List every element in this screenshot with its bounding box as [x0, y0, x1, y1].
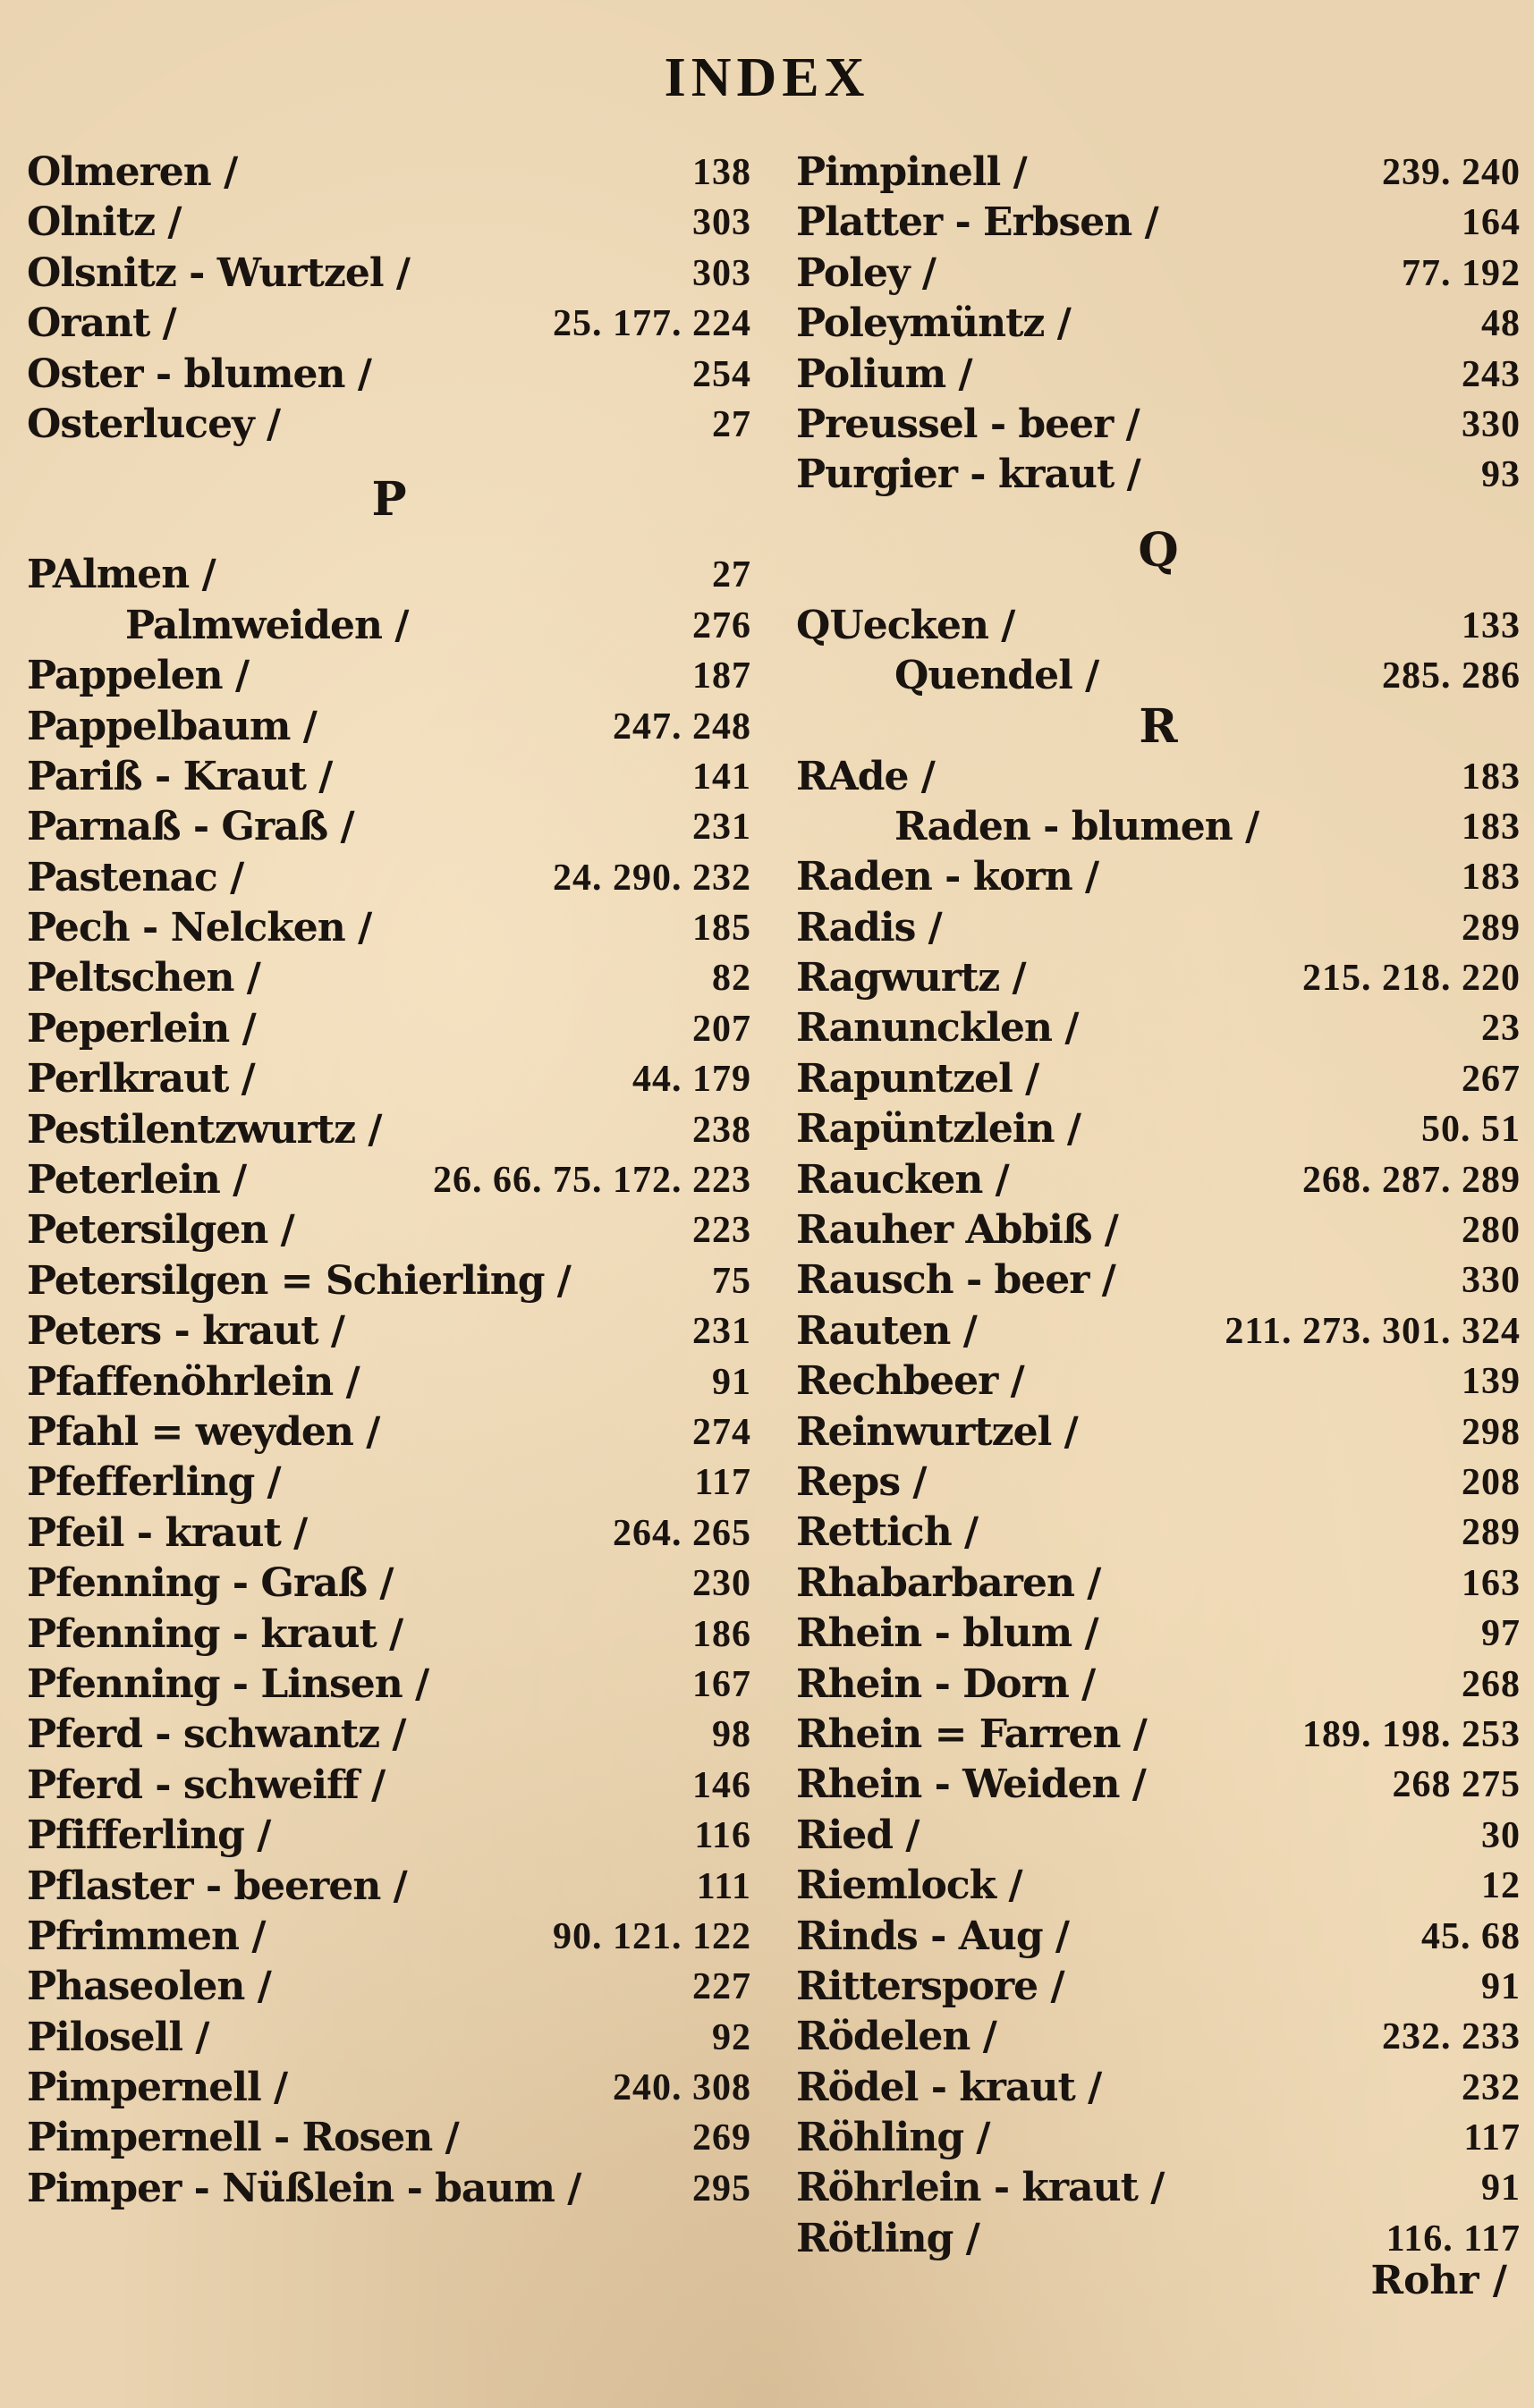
entry-pages: 208 [1462, 1461, 1521, 1503]
index-entry [796, 2163, 1521, 2213]
index-entry [27, 2164, 751, 2214]
entry-pages: 247. 248 [613, 706, 751, 748]
entry-name: Peters - kraut / [27, 1308, 344, 1355]
entry-name: Parnaß - Graß / [27, 804, 354, 850]
entry-pages: 164 [1462, 202, 1521, 244]
index-entry [796, 1306, 1521, 1356]
entry-name: Peterlein / [27, 1157, 247, 1204]
index-entry [27, 651, 751, 701]
entry-pages: 185 [692, 908, 751, 950]
index-entry [796, 601, 1521, 651]
index-entry [796, 1003, 1521, 1053]
entry-pages: 93 [1481, 454, 1521, 496]
index-entry [27, 350, 751, 400]
entry-name: Radis / [796, 904, 942, 951]
entry-pages: 186 [692, 1613, 751, 1655]
entry-name: Pech - Nelcken / [27, 905, 372, 951]
entry-pages: 289 [1462, 907, 1521, 949]
index-entry [27, 198, 751, 248]
entry-pages: 303 [692, 252, 751, 294]
index-entry [27, 1306, 751, 1356]
index-entry [796, 400, 1521, 450]
index-entry [796, 953, 1521, 1003]
entry-pages: 231 [692, 807, 751, 849]
entry-name: Pfifferling / [27, 1812, 271, 1859]
entry-name: Pimpinell / [796, 149, 1027, 195]
entry-name: Peperlein / [27, 1005, 256, 1052]
entry-name: Oster - blumen / [27, 351, 371, 397]
index-entry [796, 299, 1521, 349]
index-entry [796, 2012, 1521, 2062]
entry-pages: 139 [1462, 1361, 1521, 1403]
entry-name: Rechbeer / [796, 1358, 1024, 1405]
entry-name: Rhein - blum / [796, 1610, 1098, 1657]
index-entry [796, 752, 1521, 802]
index-entry [796, 1356, 1521, 1407]
entry-pages: 23 [1481, 1008, 1521, 1050]
entry-pages: 183 [1462, 756, 1521, 798]
entry-name: Pappelen / [27, 653, 250, 699]
index-entry [27, 249, 751, 299]
entry-pages: 240. 308 [613, 2067, 751, 2109]
index-entry [27, 2113, 751, 2163]
entry-pages: 27 [712, 554, 751, 596]
index-entry [27, 953, 751, 1003]
index-entry [796, 1457, 1521, 1508]
entry-pages: 77. 192 [1402, 252, 1521, 294]
index-entry [27, 601, 751, 651]
index-entry [27, 1660, 751, 1710]
index-entry [27, 1559, 751, 1609]
entry-name: Rinds - Aug / [796, 1913, 1069, 1959]
entry-name: Pfaffenöhrlein / [27, 1358, 360, 1405]
entry-name: Pfenning - kraut / [27, 1610, 403, 1657]
entry-name: Pflaster - beeren / [27, 1863, 407, 1909]
entry-name: Pimpernell / [27, 2065, 288, 2111]
entry-name: Rettich / [796, 1509, 979, 1556]
entry-pages: 24. 290. 232 [553, 857, 751, 899]
entry-pages: 268 275 [1392, 1764, 1521, 1806]
entry-name: Rhein - Dorn / [796, 1660, 1096, 1707]
entry-pages: 30 [1481, 1814, 1521, 1856]
index-entry [27, 1457, 751, 1508]
entry-name: Rauher Abbiß / [796, 1207, 1118, 1254]
entry-pages: 232 [1462, 2066, 1521, 2108]
entry-name: Reinwurtzel / [796, 1408, 1078, 1455]
index-entry [27, 400, 751, 450]
index-entry [27, 1256, 751, 1306]
entry-name: Poleymüntz / [796, 300, 1071, 347]
entry-name: Röhrlein - kraut / [796, 2165, 1165, 2211]
index-entry [796, 1710, 1521, 1760]
section-letter: Q [1138, 522, 1179, 578]
entry-pages: 207 [692, 1008, 751, 1050]
entry-pages: 117 [1463, 2117, 1521, 2159]
index-entry [27, 1407, 751, 1457]
index-entry [27, 1962, 751, 2012]
entry-pages: 25. 177. 224 [553, 303, 751, 345]
entry-name: Raden - blumen / [894, 803, 1259, 849]
entry-name: Ragwurtz / [796, 955, 1026, 1001]
entry-pages: 12 [1481, 1865, 1521, 1907]
index-entry [796, 802, 1521, 852]
entry-name: Quendel / [894, 653, 1099, 699]
index-entry [27, 1054, 751, 1104]
entry-name: Pfeil - kraut / [27, 1509, 308, 1556]
entry-name: QUecken / [796, 602, 1015, 648]
index-entry [796, 2214, 1521, 2264]
index-entry [796, 1155, 1521, 1205]
entry-name: Rhein = Farren / [796, 1711, 1147, 1757]
index-entry [796, 651, 1521, 701]
catchword: Rohr / [1370, 2258, 1507, 2303]
entry-name: Rausch - beer / [796, 1257, 1115, 1304]
entry-name: Peltschen / [27, 955, 260, 1001]
index-entry [27, 1004, 751, 1054]
entry-pages: 91 [712, 1361, 751, 1403]
entry-pages: 298 [1462, 1411, 1521, 1453]
entry-pages: 92 [712, 2016, 751, 2058]
entry-name: Pastenac / [27, 854, 244, 900]
entry-pages: 276 [692, 604, 751, 646]
entry-pages: 117 [694, 1462, 751, 1504]
index-entry [796, 1104, 1521, 1154]
index-entry [27, 853, 751, 903]
index-entry [27, 1912, 751, 1962]
entry-pages: 223 [692, 1210, 751, 1252]
index-entry [27, 702, 751, 752]
entry-name: Osterlucey / [27, 401, 281, 447]
section-letter: R [1139, 698, 1178, 754]
index-entry [27, 1155, 751, 1205]
entry-pages: 48 [1481, 303, 1521, 345]
index-entry [27, 1105, 751, 1155]
entry-name: Pimpernell - Rosen / [27, 2115, 459, 2161]
entry-pages: 167 [692, 1663, 751, 1705]
index-entry [27, 2063, 751, 2113]
index-entry [796, 1609, 1521, 1659]
entry-name: Rötling / [796, 2215, 979, 2261]
index-entry [796, 903, 1521, 953]
index-entry [27, 1811, 751, 1861]
index-entry [796, 1962, 1521, 2012]
entry-pages: 231 [692, 1311, 751, 1353]
entry-name: Pfenning - Graß / [27, 1560, 394, 1607]
index-entry [27, 1710, 751, 1760]
entry-pages: 267 [1462, 1058, 1521, 1100]
entry-name: Riemlock / [796, 1863, 1022, 1909]
entry-pages: 111 [696, 1865, 751, 1907]
entry-name: Olmeren / [27, 149, 238, 195]
index-entry [796, 450, 1521, 500]
index-entry [796, 350, 1521, 400]
entry-pages: 238 [692, 1109, 751, 1151]
entry-name: Ritterspore / [796, 1963, 1064, 2009]
index-entry [27, 1205, 751, 1255]
index-entry [27, 752, 751, 802]
page-title: INDEX [664, 47, 870, 108]
entry-pages: 44. 179 [632, 1059, 751, 1101]
entry-pages: 243 [1462, 353, 1521, 395]
index-column-left [27, 148, 751, 2214]
entry-name: Petersilgen / [27, 1207, 294, 1254]
entry-pages: 330 [1462, 1260, 1521, 1302]
index-entry [27, 1862, 751, 1912]
entry-name: Rödel - kraut / [796, 2064, 1102, 2110]
entry-name: Pappelbaum / [27, 703, 317, 749]
entry-name: Pfrimmen / [27, 1913, 266, 1959]
entry-pages: 183 [1462, 857, 1521, 899]
entry-pages: 189. 198. 253 [1302, 1713, 1521, 1755]
entry-name: Ranuncklen / [796, 1005, 1079, 1052]
index-column-right [796, 148, 1521, 2264]
entry-pages: 75 [712, 1260, 751, 1302]
entry-pages: 230 [692, 1563, 751, 1605]
index-entry [27, 903, 751, 953]
index-entry [796, 198, 1521, 248]
index-entry [796, 1407, 1521, 1457]
entry-pages: 50. 51 [1421, 1109, 1521, 1151]
entry-name: Palmweiden / [125, 602, 409, 648]
entry-pages: 116. 117 [1386, 2218, 1521, 2260]
index-entry [796, 148, 1521, 198]
entry-pages: 183 [1462, 806, 1521, 848]
entry-pages: 26. 66. 75. 172. 223 [433, 1160, 751, 1202]
entry-pages: 187 [692, 655, 751, 697]
entry-name: Preussel - beer / [796, 401, 1140, 447]
index-entry [27, 1761, 751, 1811]
entry-pages: 116 [694, 1815, 751, 1857]
index-entry [796, 1255, 1521, 1305]
entry-pages: 27 [712, 403, 751, 445]
entry-pages: 268. 287. 289 [1302, 1159, 1521, 1201]
entry-name: Pfahl = weyden / [27, 1408, 380, 1455]
entry-name: Purgier - kraut / [796, 452, 1140, 498]
index-entry [796, 2063, 1521, 2113]
index-entry [27, 1508, 751, 1559]
entry-pages: 232. 233 [1382, 2016, 1521, 2058]
entry-name: Polium / [796, 351, 972, 397]
index-entry [796, 1205, 1521, 1255]
entry-name: Pestilentzwurtz / [27, 1106, 382, 1153]
entry-name: Olsnitz - Wurtzel / [27, 249, 410, 296]
section-letter: P [371, 472, 407, 528]
index-entry [796, 852, 1521, 902]
entry-name: Platter - Erbsen / [796, 199, 1158, 246]
entry-pages: 289 [1462, 1512, 1521, 1554]
entry-pages: 146 [692, 1764, 751, 1806]
entry-name: Rhabarbaren / [796, 1559, 1101, 1606]
entry-name: Phaseolen / [27, 1964, 271, 2010]
entry-name: Orant / [27, 300, 176, 347]
entry-name: Pilosell / [27, 2014, 209, 2060]
entry-pages: 285. 286 [1382, 655, 1521, 697]
entry-name: Reps / [796, 1458, 927, 1505]
entry-pages: 215. 218. 220 [1302, 958, 1521, 1000]
index-entry [27, 148, 751, 198]
index-entry [27, 1357, 751, 1407]
entry-pages: 303 [692, 202, 751, 244]
entry-name: Pfenning - Linsen / [27, 1660, 429, 1707]
entry-pages: 91 [1481, 2167, 1521, 2209]
index-entry [27, 1610, 751, 1660]
index-entry [796, 1760, 1521, 1810]
entry-name: Pfefferling / [27, 1459, 281, 1506]
index-entry [27, 802, 751, 852]
entry-name: Ried / [796, 1812, 920, 1858]
entry-name: RAde / [796, 753, 935, 799]
entry-name: Pferd - schwantz / [27, 1711, 406, 1758]
entry-pages: 163 [1462, 1562, 1521, 1604]
entry-name: Röhling / [796, 2115, 990, 2161]
entry-name: Pariß - Kraut / [27, 753, 333, 799]
entry-name: Pferd - schweiff / [27, 1762, 386, 1808]
entry-pages: 45. 68 [1421, 1915, 1521, 1957]
entry-pages: 239. 240 [1382, 152, 1521, 193]
index-entry [796, 1660, 1521, 1710]
entry-name: Rhein - Weiden / [796, 1762, 1146, 1808]
index-entry [796, 1912, 1521, 1962]
entry-pages: 268 [1462, 1663, 1521, 1705]
index-entry [796, 1054, 1521, 1104]
entry-pages: 82 [712, 958, 751, 1000]
entry-pages: 90. 121. 122 [553, 1915, 751, 1957]
entry-pages: 141 [692, 756, 751, 798]
entry-name: Petersilgen = Schierling / [27, 1257, 571, 1304]
index-entry [27, 2013, 751, 2063]
entry-pages: 97 [1481, 1613, 1521, 1655]
index-entry [796, 2113, 1521, 2163]
entry-pages: 227 [692, 1966, 751, 2008]
index-entry [796, 1811, 1521, 1861]
index-entry [796, 1508, 1521, 1558]
entry-name: Poley / [796, 249, 936, 296]
index-entry [796, 249, 1521, 299]
entry-pages: 254 [692, 353, 751, 395]
index-entry [27, 299, 751, 349]
entry-pages: 133 [1462, 604, 1521, 646]
entry-pages: 280 [1462, 1210, 1521, 1252]
entry-name: Olnitz / [27, 199, 182, 246]
index-entry [796, 1559, 1521, 1609]
index-entry [796, 1861, 1521, 1911]
entry-pages: 269 [692, 2117, 751, 2159]
entry-pages: 274 [692, 1411, 751, 1453]
entry-name: Rauten / [796, 1307, 977, 1354]
entry-name: Raden - korn / [796, 854, 1099, 900]
entry-name: Perlkraut / [27, 1056, 255, 1103]
entry-name: Rapuntzel / [796, 1055, 1039, 1102]
entry-pages: 138 [692, 152, 751, 193]
entry-pages: 295 [692, 2167, 751, 2209]
entry-name: Pimper - Nüßlein - baum / [27, 2165, 581, 2211]
entry-name: Rapüntzlein / [796, 1106, 1081, 1153]
entry-pages: 211. 273. 301. 324 [1225, 1310, 1521, 1352]
entry-name: Raucken / [796, 1156, 1009, 1203]
entry-pages: 330 [1462, 403, 1521, 445]
entry-name: PAlmen / [27, 552, 216, 598]
entry-pages: 264. 265 [613, 1512, 751, 1554]
entry-pages: 91 [1481, 1965, 1521, 2007]
entry-name: Rödelen / [796, 2014, 996, 2060]
entry-pages: 98 [712, 1714, 751, 1756]
index-entry [27, 550, 751, 600]
